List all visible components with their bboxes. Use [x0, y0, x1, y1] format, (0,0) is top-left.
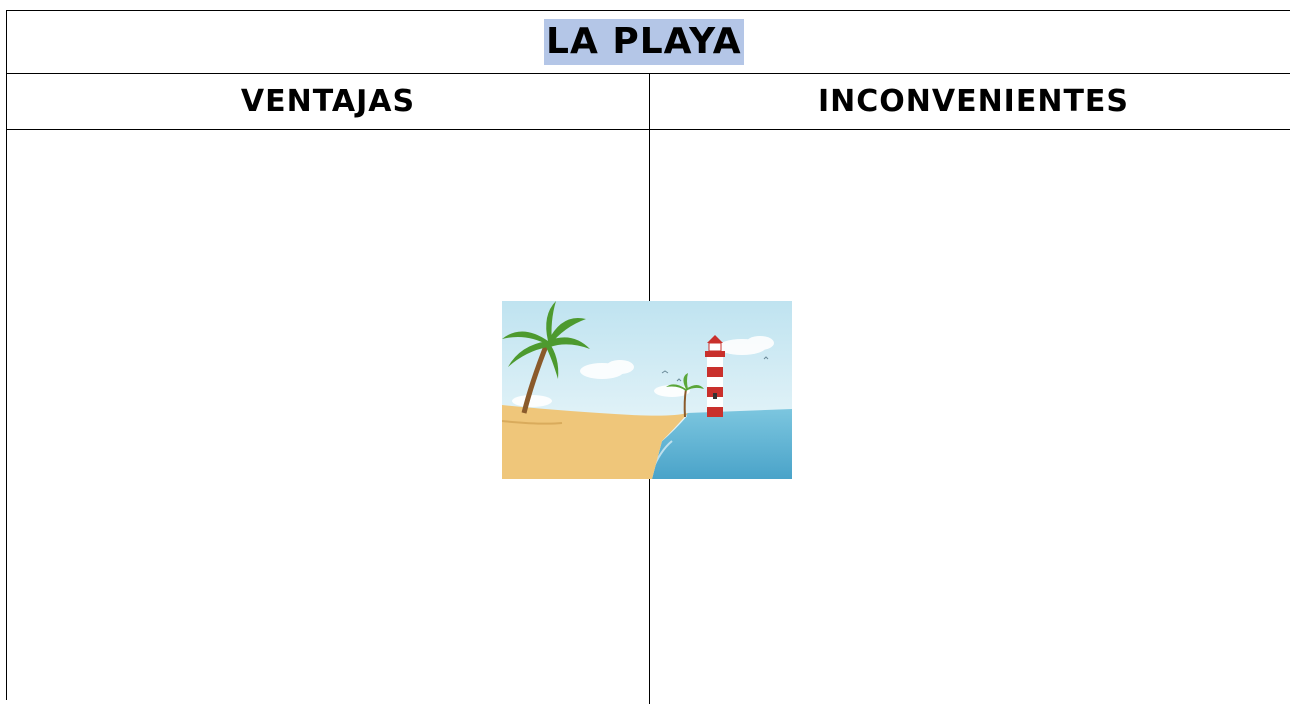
column-header-advantages: VENTAJAS	[240, 84, 416, 119]
page-title: LA PLAYA	[544, 19, 744, 65]
column-header-disadvantages: INCONVENIENTES	[817, 84, 1130, 119]
beach-lighthouse-illustration	[502, 301, 792, 479]
title-row	[7, 11, 1290, 74]
